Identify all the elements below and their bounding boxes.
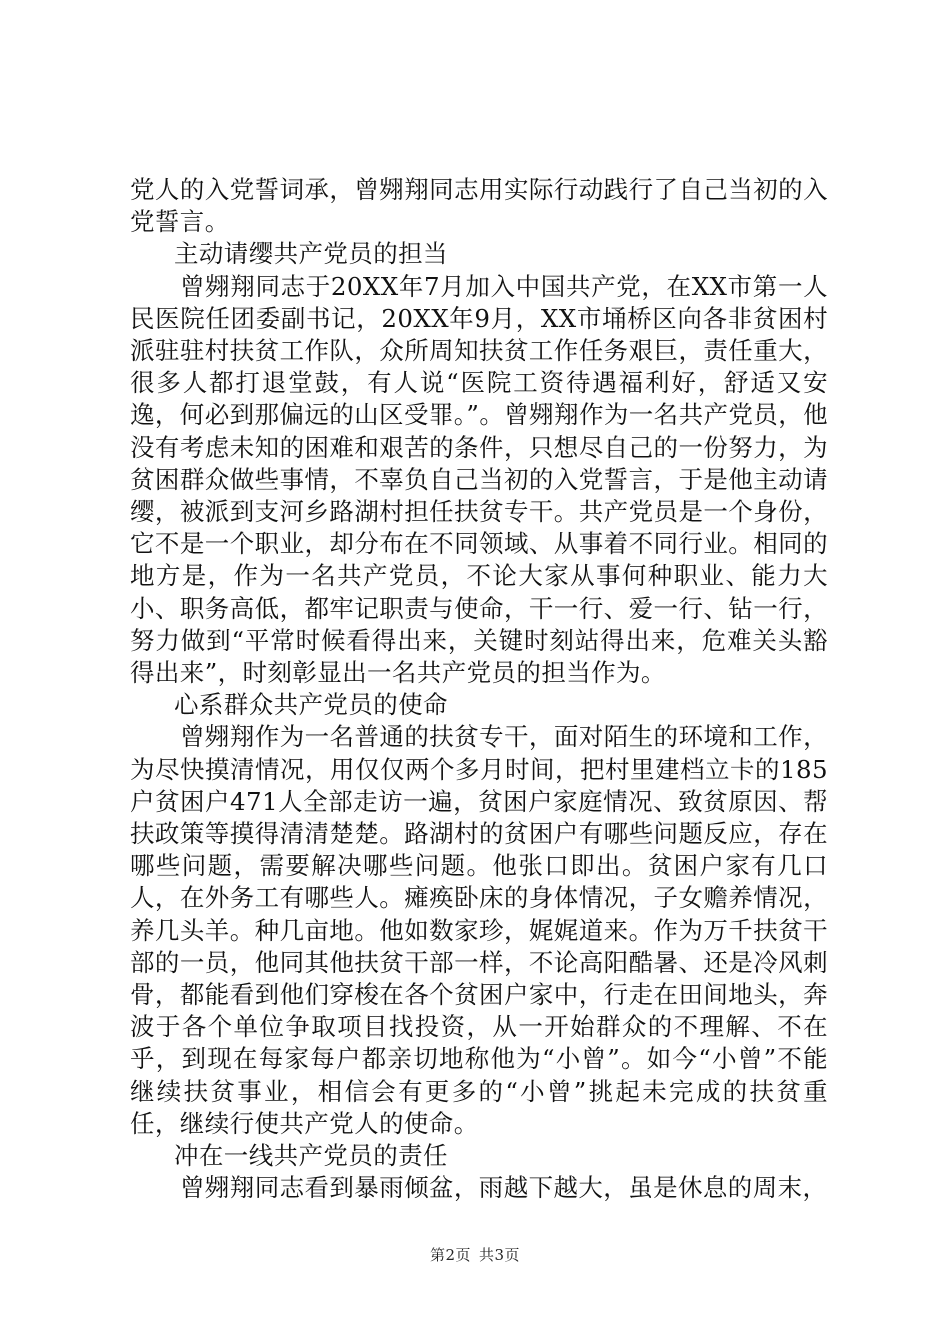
page-total: 共3页 — [479, 1246, 521, 1264]
paragraph-mission: 曾翙翔作为一名普通的扶贫专干，面对陌生的环境和工作，为尽快摸清情况，用仅仅两个多月时间，把村里建档立卡的185户贫困户471人全部走访一遍，贫困户家庭情况、致贫原因、帮扶政策等摸得清清楚楚。路湖村的贫困户有哪些问题反应，存在哪些问题，需要解决哪些问题。他张口即出。贫困户家有几口人，在外务工有哪些人。瘫痪卧床的身体情况，子女赡养情况，养几头羊。种几亩地。他如数家珍，娓娓道来。作为万千扶贫干部的一员，他同其他扶贫干部一样，不论高阳酷暑、还是冷风刺骨，都能看到他们穿梭在各个贫困户家中，行走在田间地头，奔波于各个单位争取项目找投资，从一开始群众的不理解、不在乎，到现在每家每户都亲切地称他为“小曾”。如今“小曾”不能继续扶贫事业，相信会有更多的“小曾”挑起未完成的扶贫重任，继续行使共产党人的使命。 — [130, 722, 828, 1138]
section-heading-responsibility: 冲在一线共产党员的责任 — [174, 1141, 448, 1171]
page-footer — [0, 1244, 950, 1265]
paragraph-initiative: 曾翙翔同志于20XX年7月加入中国共产党，在XX市第一人民医院任团委副书记，20XX年9月，XX市埇桥区向各非贫困村派驻驻村扶贫工作队，众所周知扶贫工作任务艰巨，责任重大，很多人都打退堂鼓，有人说“医院工资待遇福利好，舒适又安逸，何必到那偏远的山区受罪。”。曾翙翔作为一名共产党员，他没有考虑未知的困难和艰苦的条件，只想尽自己的一份努力，为贫困群众做些事情，不辜负自己当初的入党誓言，于是他主动请缨，被派到支河乡路湖村担任扶贫专干。共产党员是一个身份，它不是一个职业，却分布在不同领域、从事着不同行业。相同的地方是，作为一名共产党员，不论大家从事何种职业、能力大小、职务高低，都牢记职责与使命，干一行、爱一行、钻一行，努力做到“平常时候看得出来，关键时刻站得出来，危难关头豁得出来”，时刻彰显出一名共产党员的担当作为。 — [130, 271, 828, 688]
section-heading-initiative: 主动请缨共产党员的担当 — [174, 239, 448, 269]
page-number: 第2页 — [429, 1246, 471, 1264]
paragraph-responsibility: 曾翙翔同志看到暴雨倾盆，雨越下越大，虽是休息的周末， — [180, 1173, 828, 1203]
paragraph-continuation: 党人的入党誓词承，曾翙翔同志用实际行动践行了自己当初的入党誓言。 — [130, 175, 828, 237]
document-body — [130, 174, 828, 1205]
section-heading-mission: 心系群众共产党员的使命 — [174, 690, 448, 720]
